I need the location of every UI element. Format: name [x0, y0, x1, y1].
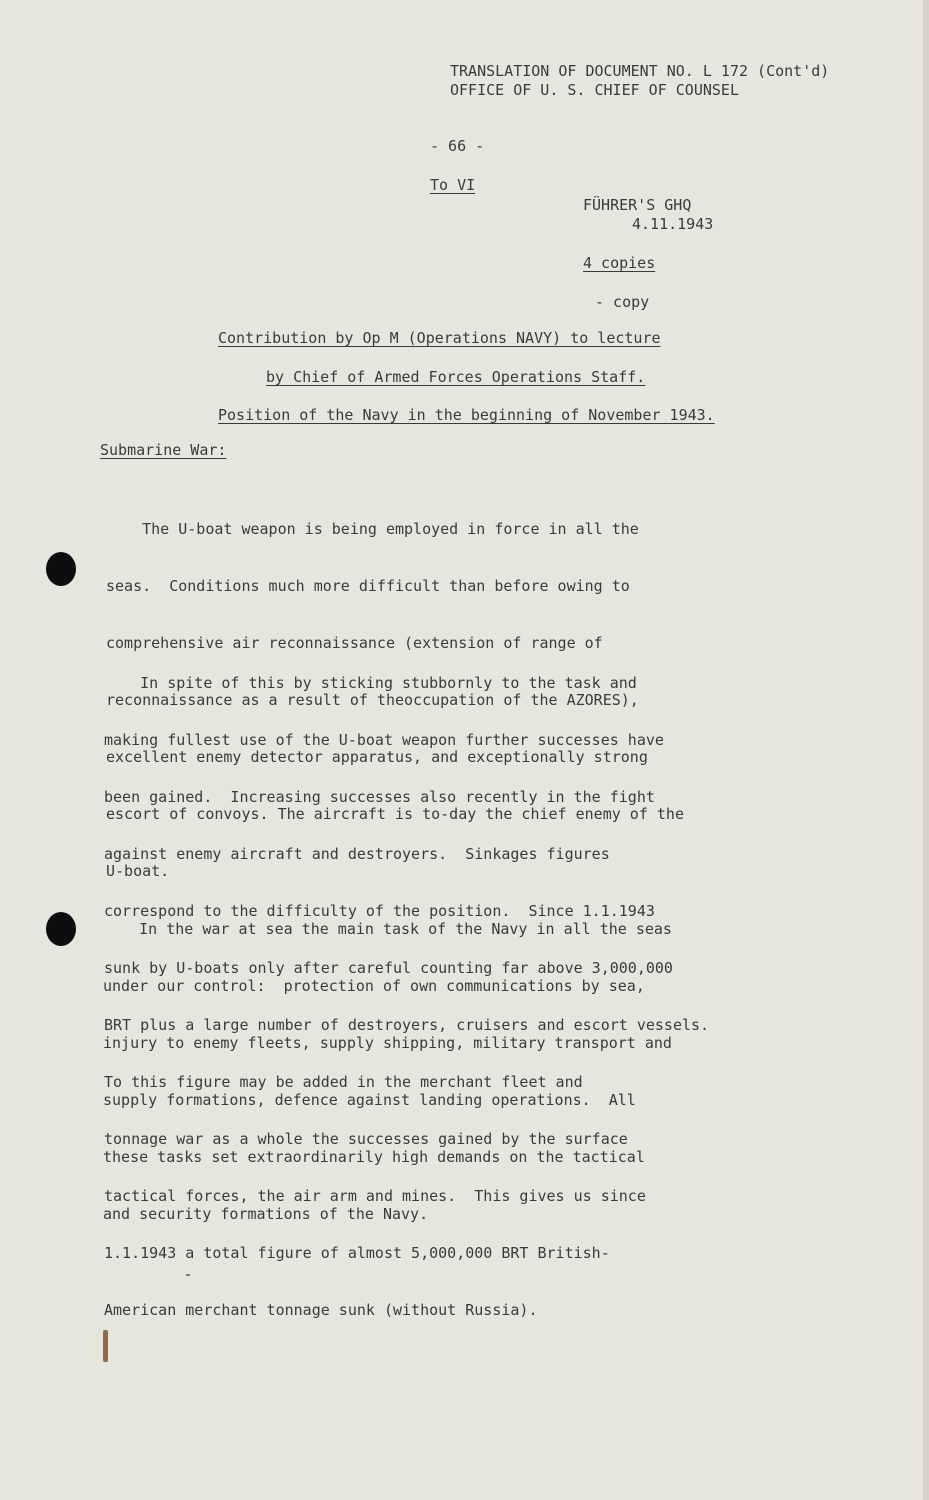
paragraph-line: and security formations of the Navy. — [103, 1205, 429, 1223]
paragraph-line: reconnaissance as a result of theoccupation of the AZORES), — [106, 691, 639, 709]
paragraph-line: these tasks set extraordinarily high demands on the tactical — [103, 1148, 645, 1166]
paragraph-line: escort of convoys. The aircraft is to-day the chief enemy of the — [106, 805, 684, 823]
paragraph-line: BRT plus a large number of destroyers, cruisers and escort vessels. — [104, 1016, 710, 1034]
paragraph-line: correspond to the difficulty of the position. Since 1.1.1943 — [104, 902, 655, 920]
paragraph-line: U-boat. — [106, 862, 170, 880]
addressee: To VI — [430, 176, 476, 194]
location: FÜHRER'S GHQ — [583, 196, 692, 214]
header-line-2: OFFICE OF U. S. CHIEF OF COUNSEL — [450, 81, 739, 99]
title-line-3: Position of the Navy in the beginning of November 1943. — [218, 406, 715, 424]
paragraph-line: 1.1.1943 a total figure of almost 5,000,000 BRT British- — [104, 1244, 610, 1262]
paragraph-line: American merchant tonnage sunk (without Russia). — [104, 1301, 538, 1319]
paper-stain — [103, 1330, 108, 1362]
paragraph-line: under our control: protection of own communications by sea, — [103, 977, 645, 995]
paragraph-line: In spite of this by sticking stubbornly to the task and — [104, 674, 637, 692]
paragraph-line: tonnage war as a whole the successes gained by the surface — [104, 1130, 628, 1148]
copy-note: - copy — [595, 293, 650, 311]
punch-hole — [46, 552, 76, 586]
paragraph-line: making fullest use of the U-boat weapon further successes have — [104, 731, 664, 749]
paragraph-line: seas. Conditions much more difficult than before owing to — [106, 577, 630, 595]
section-heading: Submarine War: — [100, 441, 227, 459]
punch-hole — [46, 912, 76, 946]
paragraph-line: excellent enemy detector apparatus, and exceptionally strong — [106, 748, 648, 766]
paper-speck — [186, 1274, 190, 1276]
paragraph-line: supply formations, defence against landing operations. All — [103, 1091, 636, 1109]
paragraph-line: sunk by U-boats only after careful counting far above 3,000,000 — [104, 959, 673, 977]
paragraph-line: In the war at sea the main task of the Navy in all the seas — [103, 920, 672, 938]
paragraph-line: injury to enemy fleets, supply shipping, military transport and — [103, 1034, 672, 1052]
paragraph-line: tactical forces, the air arm and mines. This gives us since — [104, 1187, 646, 1205]
paragraph-line: To this figure may be added in the merchant fleet and — [104, 1073, 583, 1091]
copies: 4 copies — [583, 254, 656, 272]
paragraph-line: against enemy aircraft and destroyers. Sinkages figures — [104, 845, 610, 863]
header-line-1: TRANSLATION OF DOCUMENT NO. L 172 (Cont'd) — [450, 62, 830, 80]
paragraph-line: been gained. Increasing successes also recently in the fight — [104, 788, 655, 806]
paragraph-line: comprehensive air reconnaissance (extension of range of — [106, 634, 603, 652]
paragraph-3 — [103, 882, 672, 1262]
date: 4.11.1943 — [632, 215, 714, 233]
page-edge — [923, 0, 929, 1500]
paragraph-line: The U-boat weapon is being employed in force in all the — [106, 520, 639, 538]
title-line-1: Contribution by Op M (Operations NAVY) to lecture — [218, 329, 661, 347]
title-line-2: by Chief of Armed Forces Operations Staff. — [266, 368, 646, 386]
page-number: - 66 - — [430, 137, 485, 155]
